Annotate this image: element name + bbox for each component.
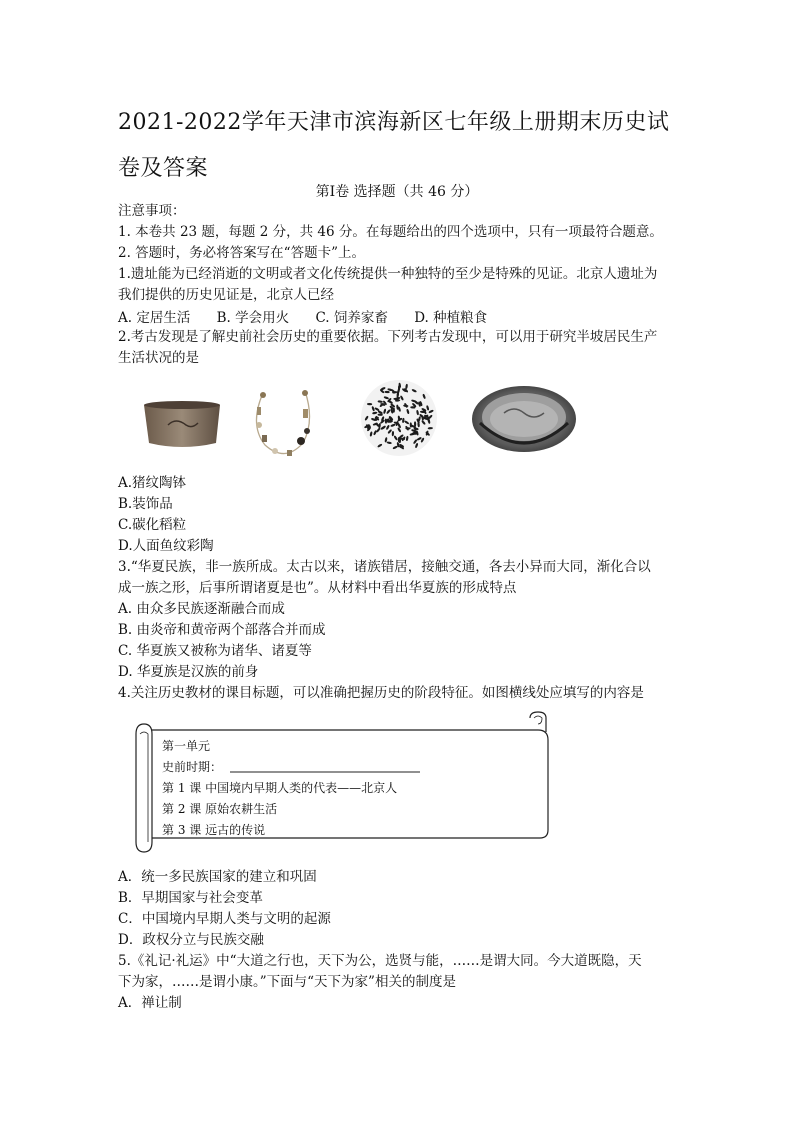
section-title: 第Ⅰ卷 选择题（共 46 分） [315, 184, 479, 200]
q5-stem-line1: 5.《礼记·礼运》中“大道之行也，天下为公，选贤与能，……是谓大同。今大道既隐，天 [118, 953, 642, 969]
scroll-unit: 第一单元 [162, 739, 211, 753]
q4-option-a: A．统一多民族国家的建立和巩固 [118, 869, 317, 885]
q3-option-c: C. 华夏族又被称为诸华、诸夏等 [118, 643, 312, 659]
q2-option-b: B.装饰品 [118, 496, 173, 512]
pig-pattern-pottery-image [140, 397, 225, 452]
exam-title: 2021-2022学年天津市滨海新区七年级上册期末历史试卷及答案 [118, 110, 670, 181]
q2-stem-line2: 生活状况的是 [118, 350, 199, 366]
q3-option-a: A. 由众多民族逐渐融合而成 [118, 601, 285, 617]
q4-option-b: B．早期国家与社会变革 [118, 890, 263, 906]
scroll-lesson-2: 第 2 课 原始农耕生活 [162, 802, 278, 816]
q1-option-b: B. 学会用火 [216, 310, 290, 326]
q2-option-c: C.碳化稻粒 [118, 517, 187, 533]
q1-options [118, 306, 509, 326]
scroll-lesson-3: 第 3 课 远古的传说 [162, 823, 266, 837]
q1-option-a: A. 定居生活 [118, 310, 191, 326]
q4-option-d: D．政权分立与民族交融 [118, 932, 264, 948]
notice-heading: 注意事项： [118, 203, 186, 219]
q3-option-d: D. 华夏族是汉族的前身 [118, 664, 259, 680]
q2-option-d: D.人面鱼纹彩陶 [118, 538, 214, 554]
q4-stem: 4.关注历史教材的课目标题，可以准确把握历史的阶段特征。如图横线处应填写的内容是 [118, 685, 644, 701]
q1-stem-line2: 我们提供的历史见证是，北京人已经 [118, 287, 334, 303]
carbonized-rice-image [358, 377, 440, 459]
ornament-necklace-image [245, 385, 320, 463]
q5-stem-line2: 下为家，……是谓小康。”下面与“天下为家”相关的制度是 [118, 974, 456, 990]
q5-option-a: A．禅让制 [118, 995, 182, 1011]
fish-face-pottery-image [470, 383, 578, 461]
scroll-period: 史前时期： [162, 760, 223, 774]
q3-stem-line1: 3.“华夏民族，非一族所成。太古以来，诸族错居，接触交通，各去小异而大同，渐化合以 [118, 559, 651, 575]
notice-item-2: 2. 答题时，务必将答案写在“答题卡”上。 [118, 245, 365, 261]
q1-option-d: D. 种植粮食 [414, 310, 488, 326]
q2-option-a: A.猪纹陶钵 [118, 475, 187, 491]
q1-option-c: C. 饲养家畜 [315, 310, 388, 326]
q1-stem-line1: 1.遗址能为已经消逝的文明或者文化传统提供一种独特的至少是特殊的见证。北京人遗址为 [118, 266, 658, 282]
q4-scroll-content [162, 736, 397, 841]
q3-stem-line2: 成一族之形，后事所谓诸夏是也”。从材料中看出华夏族的形成特点 [118, 580, 517, 596]
q3-option-b: B. 由炎帝和黄帝两个部落合并而成 [118, 622, 326, 638]
q2-image-row [130, 375, 590, 465]
q2-stem-line1: 2.考古发现是了解史前社会历史的重要依据。下列考古发现中，可以用于研究半坡居民生产 [118, 329, 658, 345]
q4-option-c: C．中国境内早期人类与文明的起源 [118, 911, 331, 927]
scroll-lesson-1: 第 1 课 中国境内早期人类的代表——北京人 [162, 781, 398, 795]
notice-item-1: 1. 本卷共 23 题，每题 2 分，共 46 分。在每题给出的四个选项中，只有一项最符合题意。 [118, 224, 663, 240]
